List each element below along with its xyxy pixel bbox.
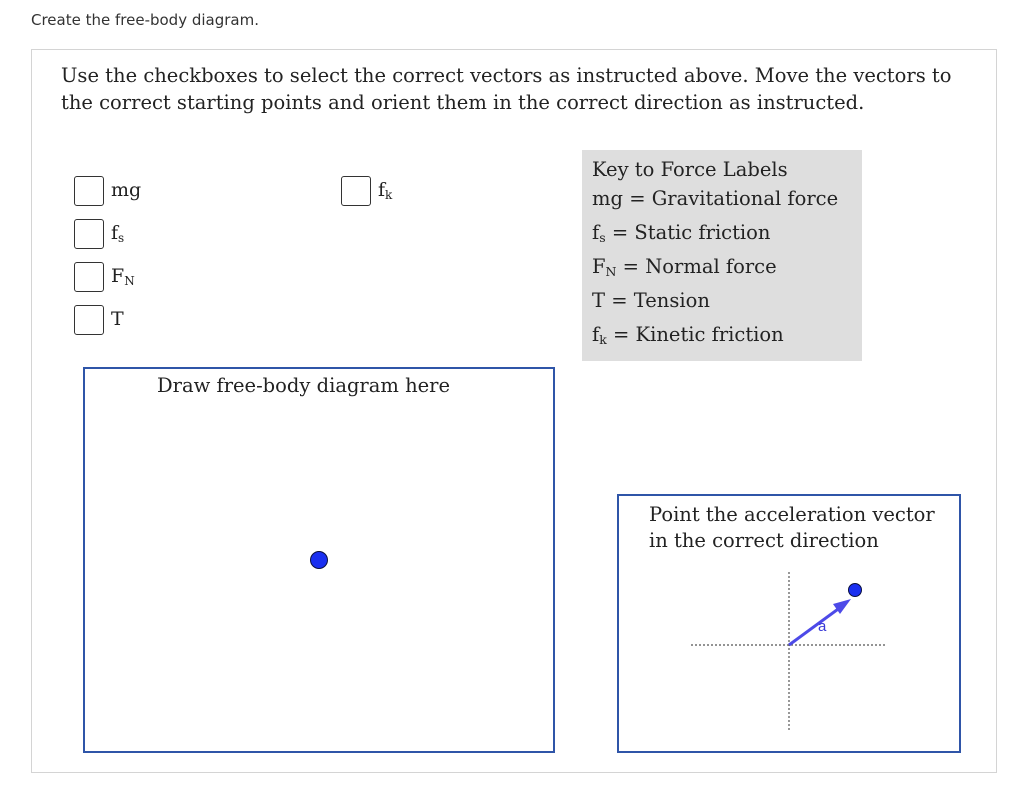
checkbox-fs-row[interactable]	[74, 219, 124, 249]
checkbox-t-label: T	[111, 308, 124, 330]
force-key-line: $F_N$ = Normal force	[592, 255, 777, 279]
force-key-line: $f_k$ = Kinetic friction	[592, 323, 784, 347]
checkbox-mg[interactable]	[74, 176, 104, 206]
checkbox-fk[interactable]	[341, 176, 371, 206]
force-key-line: mg = Gravitational force	[592, 187, 839, 210]
checkbox-fn-row[interactable]	[74, 262, 135, 292]
vector-handle[interactable]	[849, 584, 862, 597]
checkbox-mg-row[interactable]	[74, 176, 141, 206]
checkbox-t-row[interactable]	[74, 305, 124, 335]
drawing-area-label: Draw free-body diagram here	[157, 374, 451, 397]
instructions-text: Use the checkboxes to select the correct vectors as instructed above. Move the vectors to the correct starting points and orient them in the correct direction as instructed.	[61, 64, 952, 114]
checkbox-t[interactable]	[74, 305, 104, 335]
force-key-title: Key to Force Labels	[592, 158, 788, 181]
force-key-box	[582, 150, 862, 361]
question-prompt: Create the free-body diagram.	[31, 11, 259, 29]
force-key-line: $f_s$ = Static friction	[592, 221, 771, 245]
checkbox-fn[interactable]	[74, 262, 104, 292]
checkbox-fs[interactable]	[74, 219, 104, 249]
acceleration-vector	[789, 604, 845, 645]
vector-label: a	[818, 618, 827, 635]
checkbox-fk-label: $f_k$	[378, 179, 393, 202]
checkbox-mg-label: mg	[111, 179, 142, 201]
acceleration-vector-canvas[interactable]	[619, 496, 959, 751]
force-key-line: T = Tension	[592, 289, 710, 312]
acceleration-instructions: Point the acceleration vector in the correct direction	[649, 503, 935, 552]
acceleration-vector-area[interactable]	[617, 494, 961, 753]
object-dot[interactable]	[310, 551, 328, 569]
free-body-drawing-area[interactable]	[83, 367, 555, 753]
checkbox-fn-label: $F_N$	[111, 265, 135, 288]
checkbox-fs-label: $f_s$	[111, 222, 125, 245]
checkbox-fk-row[interactable]	[341, 176, 392, 206]
